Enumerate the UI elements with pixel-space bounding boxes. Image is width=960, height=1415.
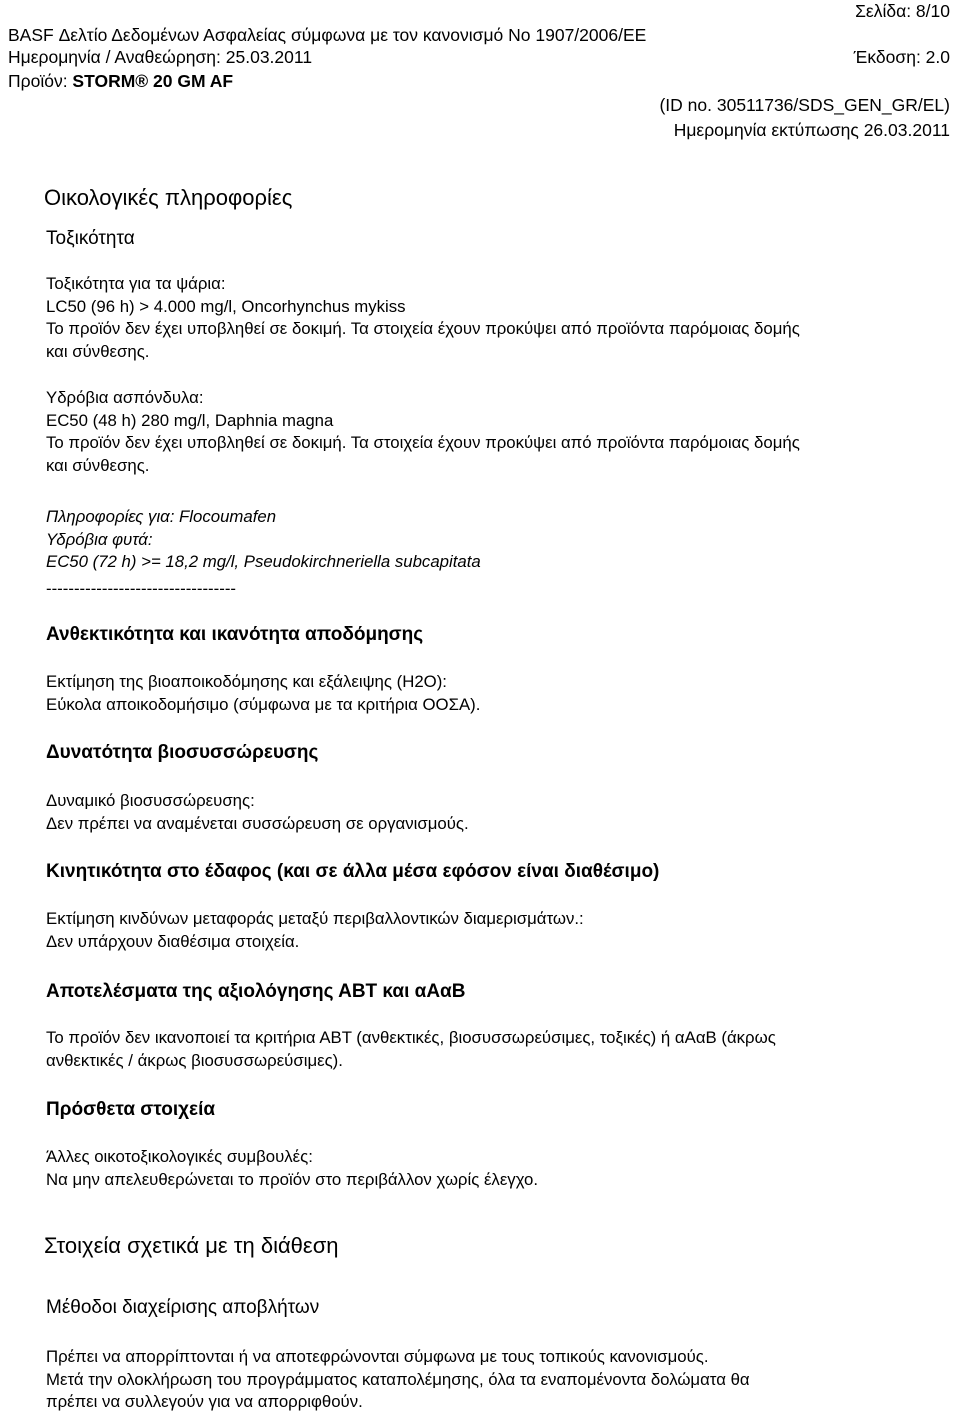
invertebrate-note: Το προϊόν δεν έχει υποβληθεί σε δοκιμή. Τα στοιχεία έχουν προκύψει από προϊόντα παρόμοιας δομής: [46, 433, 800, 452]
fish-note-cont: και σύνθεσης.: [46, 341, 150, 361]
fish-label: Τοξικότητα για τα ψάρια:: [46, 274, 226, 293]
fish-note: Το προϊόν δεν έχει υποβληθεί σε δοκιμή. Τα στοιχεία έχουν προκύψει από προϊόντα παρόμοιας δομής: [46, 319, 800, 338]
document-title: BASF Δελτίο Δεδομένων Ασφαλείας σύμφωνα με τον κανονισμό Νο 1907/2006/ΕΕ: [8, 25, 647, 45]
persistence-heading: Ανθεκτικότητα και ικανότητα αποδόμησης: [46, 624, 424, 645]
product-row: [8, 70, 950, 92]
info-for-substance: Πληροφορίες για: Flocoumafen: [46, 507, 277, 526]
waste-heading: [46, 1296, 950, 1320]
mobility-heading: Κινητικότητα στο έδαφος (και σε άλλα μέσα εφόσον είναι διαθέσιμο): [46, 861, 660, 882]
mobility-line-2: Δεν υπάρχουν διαθέσιμα στοιχεία.: [46, 931, 300, 951]
persistence-block: [46, 671, 950, 716]
invertebrate-toxicity-block: [46, 387, 950, 477]
pbt-heading: Αποτελέσματα της αξιολόγησης ΑΒΤ και αΑαΒ: [46, 981, 466, 1002]
pbt-block: [46, 1027, 950, 1072]
waste-line-1: Πρέπει να απορρίπτονται ή να αποτεφρώνονται σύμφωνα με τους τοπικούς κανονισμούς.: [46, 1347, 709, 1366]
bioaccumulation-line-1: Δυναμικό βιοσυσσώρευσης:: [46, 791, 255, 810]
bioaccumulation-heading: Δυνατότητα βιοσυσσώρευσης: [46, 742, 319, 763]
waste-line-2: Μετά την ολοκλήρωση του προγράμματος καταπολέμησης, όλα τα εναπομένοντα δολώματα θα: [46, 1369, 750, 1389]
additional-heading: Πρόσθετα στοιχεία: [46, 1099, 216, 1120]
invertebrate-value: EC50 (48 h) 280 mg/l, Daphnia magna: [46, 410, 334, 430]
print-date: Ημερομηνία εκτύπωσης 26.03.2011: [673, 120, 950, 140]
section-title-disposal: Στοιχεία σχετικά με τη διάθεση: [44, 1233, 339, 1258]
product-name: STORM® 20 GM AF: [72, 71, 234, 91]
section-title-ecology: Οικολογικές πληροφορίες: [44, 185, 293, 210]
mobility-line-1: Εκτίμηση κινδύνων μεταφοράς μεταξύ περιβαλλοντικών διαμερισμάτων.:: [46, 909, 584, 928]
persistence-line-1: Εκτίμηση της βιοαποικοδόμησης και εξάλειψης (H2O):: [46, 672, 447, 691]
revision-row: [8, 46, 950, 68]
revision-date: Ημερομηνία / Αναθεώρηση: 25.03.2011: [8, 47, 313, 67]
additional-line-1: Άλλες οικοτοξικολογικές συμβουλές:: [46, 1147, 313, 1166]
mobility-block: [46, 908, 950, 953]
pbt-line-1: Το προϊόν δεν ικανοποιεί τα κριτήρια ΑΒΤ (ανθεκτικές, βιοσυσσωρεύσιμες, τοξικές) ή αΑαΒ (άκρως: [46, 1028, 776, 1047]
version: Έκδοση: 2.0: [853, 47, 950, 67]
toxicity-heading: Τοξικότητα: [46, 228, 135, 249]
page-number: Σελίδα: 8/10: [855, 1, 950, 21]
plants-label: Υδρόβια φυτά:: [46, 529, 153, 549]
invertebrate-note-cont: και σύνθεσης.: [46, 455, 150, 475]
fish-value: LC50 (96 h) > 4.000 mg/l, Oncorhynchus mykiss: [46, 296, 406, 316]
waste-heading-text: Μέθοδοι διαχείρισης αποβλήτων: [46, 1297, 320, 1318]
fish-toxicity-block: [46, 273, 950, 363]
persistence-line-2: Εύκολα αποικοδομήσιμο (σύμφωνα με τα κριτήρια ΟΟΣΑ).: [46, 694, 481, 714]
waste-line-3: πρέπει να συλλεγούν για να απορριφθούν.: [46, 1392, 363, 1411]
plant-toxicity-block: [46, 506, 950, 574]
id-number: (ID no. 30511736/SDS_GEN_GR/EL): [659, 95, 950, 115]
invertebrate-label: Υδρόβια ασπόνδυλα:: [46, 388, 204, 407]
additional-line-2: Να μην απελευθερώνεται το προϊόν στο περιβάλλον χωρίς έλεγχο.: [46, 1169, 539, 1189]
product-prefix: Προϊόν:: [8, 71, 73, 91]
separator-line: ----------------------------------: [46, 579, 237, 598]
waste-block: [46, 1346, 950, 1414]
pbt-line-2: ανθεκτικές / άκρως βιοσυσσωρεύσιμες).: [46, 1050, 343, 1070]
plants-value: EC50 (72 h) >= 18,2 mg/l, Pseudokirchneriella subcapitata: [46, 552, 481, 571]
additional-block: [46, 1146, 950, 1191]
bioaccumulation-line-2: Δεν πρέπει να αναμένεται συσσώρευση σε οργανισμούς.: [46, 813, 469, 833]
bioaccumulation-block: [46, 790, 950, 835]
